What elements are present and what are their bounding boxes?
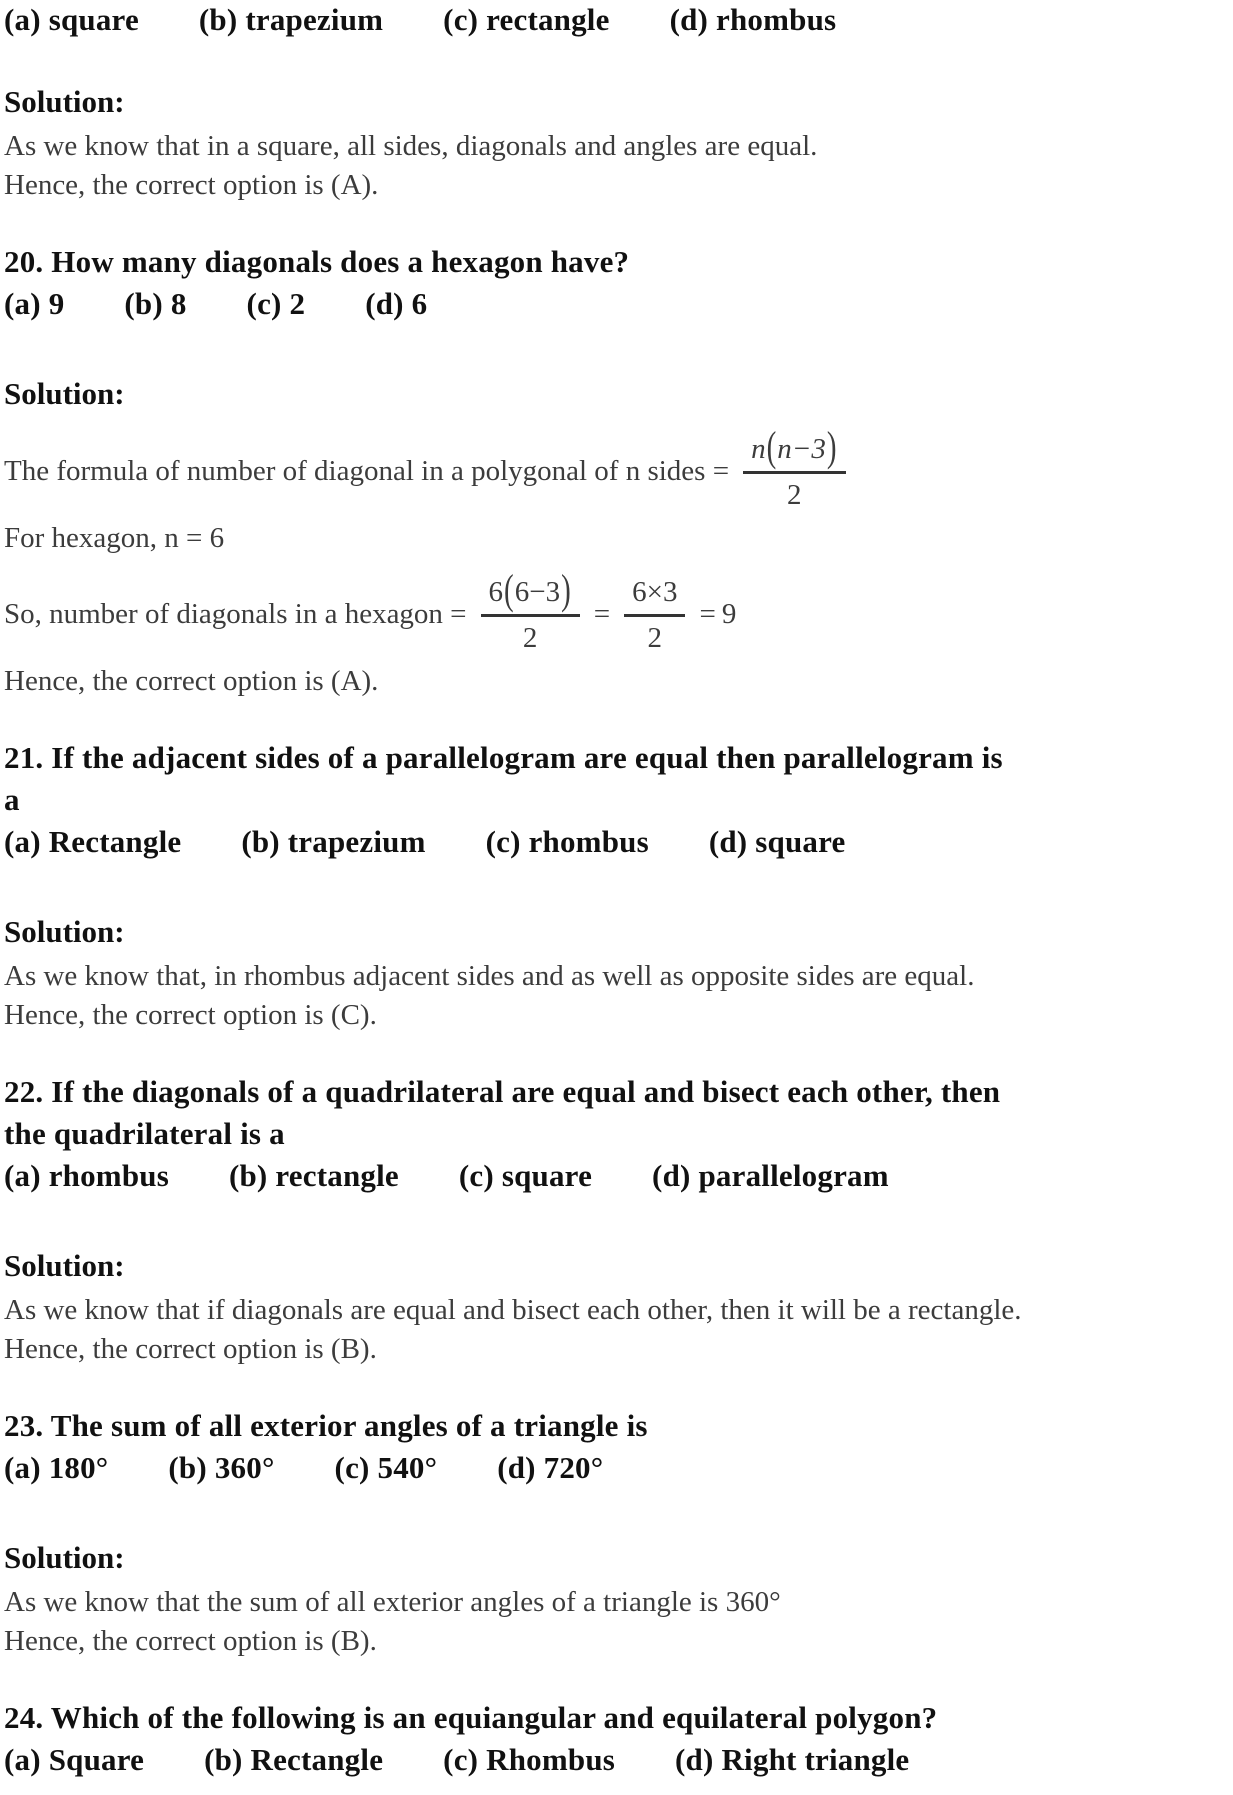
q24-option-b: (b) Rectangle [204, 1742, 384, 1777]
q20-calc-line [4, 566, 1233, 662]
open-paren: ( [766, 423, 777, 471]
q21-option-d: (d) square [708, 824, 846, 859]
q20-formula-line [4, 423, 1233, 519]
q19-solution-heading: Solution: [4, 84, 125, 119]
q21-solution-line: As we know that, in rhombus adjacent sides and as well as opposite sides are equal. [4, 960, 975, 992]
q24-options-row [4, 1739, 1233, 1781]
q21-option-b: (b) trapezium [241, 824, 426, 859]
q23-solution-heading: Solution: [4, 1540, 125, 1575]
q24-option-c: (c) Rhombus [443, 1742, 616, 1777]
q22-option-b: (b) rectangle [228, 1158, 399, 1193]
q22-option-d: (d) parallelogram [652, 1158, 889, 1193]
q19-option-a: (a) square [4, 2, 139, 37]
open-paren: ( [504, 566, 514, 614]
q21-option-a: (a) Rectangle [4, 824, 182, 859]
q21-conclusion: Hence, the correct option is (C). [4, 999, 377, 1031]
q20-option-a: (a) 9 [4, 286, 65, 321]
fraction-numerator: 6×3 [624, 572, 685, 617]
q23-solution-line: As we know that the sum of all exterior angles of a triangle is 360° [4, 1586, 781, 1618]
math-expression: 6−3 [514, 575, 561, 608]
close-paren: ) [561, 566, 571, 614]
calc-fraction-2 [624, 572, 685, 657]
close-paren: ) [826, 423, 837, 471]
q22-option-a: (a) rhombus [4, 1158, 169, 1193]
q22-options-row [4, 1155, 1233, 1197]
q20-solution-heading: Solution: [4, 376, 125, 411]
q19-option-d: (d) rhombus [669, 2, 837, 37]
formula-prefix: The formula of number of diagonal in a polygonal of n sides = [4, 454, 730, 487]
q24-option-a: (a) Square [4, 1742, 145, 1777]
q21-option-c: (c) rhombus [485, 824, 649, 859]
q23-option-b: (b) 360° [168, 1450, 275, 1485]
q20-hexagon-line: For hexagon, n = 6 [4, 522, 225, 554]
q19-option-b: (b) trapezium [198, 2, 384, 37]
q20-option-b: (b) 8 [124, 286, 187, 321]
fraction-denominator: 2 [522, 622, 538, 654]
q19-conclusion: Hence, the correct option is (A). [4, 169, 379, 201]
q24-option-d: (d) Right triangle [675, 1742, 910, 1777]
q22-question-line2: the quadrilateral is a [4, 1116, 285, 1151]
q23-option-a: (a) 180° [4, 1450, 109, 1485]
q22-solution-line: As we know that if diagonals are equal and bisect each other, then it will be a rectangle. [4, 1294, 1022, 1326]
q20-option-d: (d) 6 [365, 286, 428, 321]
q20-options-row [4, 283, 1233, 325]
fraction-denominator: 2 [787, 479, 802, 511]
calc-prefix: So, number of diagonals in a hexagon = [4, 597, 467, 630]
q21-question-line2: a [4, 782, 20, 817]
q20-conclusion: Hence, the correct option is (A). [4, 665, 379, 697]
q21-question-line1: 21. If the adjacent sides of a parallelogram are equal then parallelogram is [4, 740, 1003, 775]
q23-question: 23. The sum of all exterior angles of a triangle is [4, 1408, 648, 1443]
q22-option-c: (c) square [458, 1158, 593, 1193]
q20-question: 20. How many diagonals does a hexagon have? [4, 244, 630, 279]
q23-option-c: (c) 540° [334, 1450, 438, 1485]
math-variable: n [751, 432, 766, 465]
q22-solution-heading: Solution: [4, 1248, 125, 1283]
q22-conclusion: Hence, the correct option is (B). [4, 1333, 377, 1365]
fraction-denominator: 2 [647, 622, 663, 654]
equals-sign: = [699, 597, 716, 630]
calc-fraction-1 [481, 566, 580, 657]
q22-question-line1: 22. If the diagonals of a quadrilateral are equal and bisect each other, then [4, 1074, 1001, 1109]
math-number: 6 [488, 575, 504, 608]
math-expression: n−3 [777, 432, 826, 465]
q21-options-row [4, 821, 1233, 863]
q19-solution-line: As we know that in a square, all sides, diagonals and angles are equal. [4, 130, 818, 162]
calc-result: 9 [721, 597, 737, 630]
formula-fraction [743, 423, 845, 514]
q19-options-row [4, 2, 1233, 38]
q23-options-row [4, 1447, 1233, 1489]
q21-solution-heading: Solution: [4, 914, 125, 949]
equals-sign: = [593, 597, 611, 630]
q19-option-c: (c) rectangle [443, 2, 610, 37]
fraction-numerator [481, 566, 580, 617]
q24-question: 24. Which of the following is an equiangular and equilateral polygon? [4, 1700, 938, 1735]
q23-conclusion: Hence, the correct option is (B). [4, 1625, 377, 1657]
q23-option-d: (d) 720° [497, 1450, 604, 1485]
fraction-numerator [743, 423, 845, 474]
q20-option-c: (c) 2 [246, 286, 306, 321]
